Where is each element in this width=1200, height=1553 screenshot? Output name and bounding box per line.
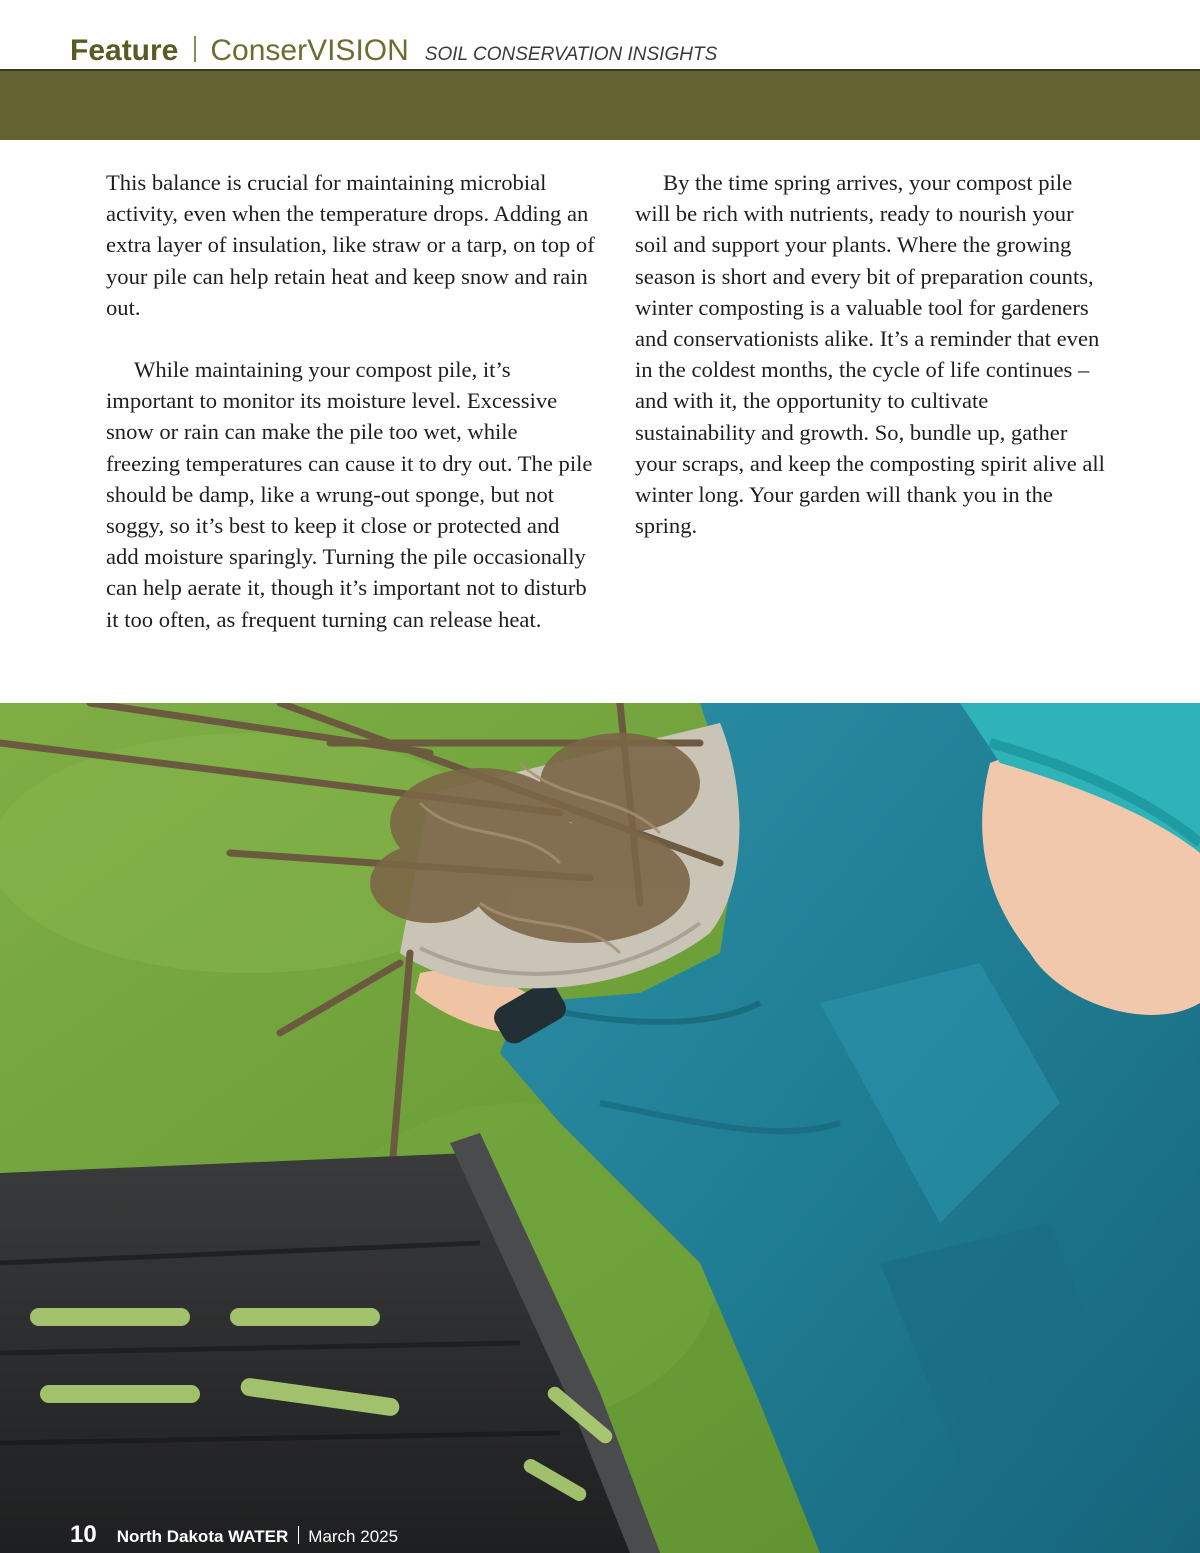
page-footer: [70, 1521, 398, 1549]
article-column-left: [106, 167, 596, 635]
paragraph: By the time spring arrives, your compost pile will be rich with nutrients, ready to nourish your soil and support your plants. Where the growing season is short and every bit of preparation counts, winter composting is a valuable tool for gardeners and conservationists alike. It’s a reminder that even in the coldest months, the cycle of life continues – and with it, the opportunity to cultivate sustainability and growth. So, bundle up, gather your scraps, and keep the composting spirit alive all winter long. Your garden will thank you in the spring.: [635, 170, 1105, 539]
header-line: [70, 34, 717, 68]
column-brand: ConserVISION: [210, 34, 409, 67]
footer-divider: [298, 1526, 299, 1544]
section-label: Feature: [70, 34, 179, 67]
paragraph: While maintaining your compost pile, it’s important to monitor its moisture level. Excessive snow or rain can make the pile too wet, while freezing temperatures can cause it to dry out. The pile should be damp, like a wrung-out sponge, but not soggy, so it’s best to keep it close or protected and add moisture sparingly. Turning the pile occasionally can help aerate it, though it’s important not to disturb it too often, as frequent turning can release heat.: [106, 357, 593, 632]
publication-name: North Dakota WATER: [116, 1527, 289, 1546]
issue-date: March 2025: [308, 1527, 399, 1546]
header-color-band: [0, 71, 1200, 140]
header-divider: [194, 36, 196, 62]
page-header: [0, 0, 1200, 70]
article-column-right: [635, 167, 1105, 541]
column-subtitle: SOIL CONSERVATION INSIGHTS: [424, 44, 718, 65]
paragraph: This balance is crucial for maintaining microbial activity, even when the temperature drops. Adding an extra layer of insulation, like straw or a tarp, on top of your pile can help retain heat and keep snow and rain out.: [106, 170, 595, 320]
feature-photo: [0, 703, 1200, 1553]
page-number: 10: [70, 1521, 97, 1548]
